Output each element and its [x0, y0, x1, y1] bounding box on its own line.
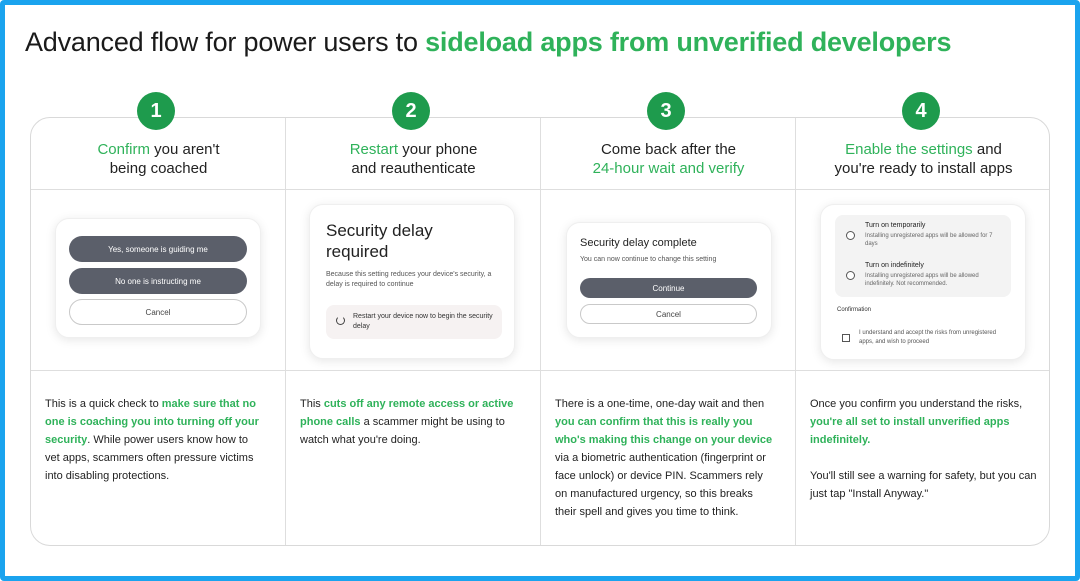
divider — [540, 118, 541, 545]
step-3-heading: Come back after the 24-hour wait and verify — [592, 141, 745, 177]
cancel-button[interactable]: Cancel — [580, 304, 757, 324]
dialog-body: You can now continue to change this setting — [580, 256, 717, 263]
option-temporarily-body: Installing unregistered apps will be allowed for 7 days — [865, 233, 993, 247]
option-indefinitely-title: Turn on indefinitely — [865, 262, 924, 269]
step-2-description: This cuts off any remote access or active phone calls a scammer might be using to watch what you're doing. — [300, 398, 514, 446]
divider — [285, 118, 286, 545]
title-prefix: Advanced flow for power users to — [25, 27, 426, 57]
restart-icon — [336, 316, 345, 325]
cancel-button[interactable]: Cancel — [69, 299, 247, 325]
step-1-description: This is a quick check to make sure that no one is coaching you into turning off your security. While power users know how to vet apps, scammers often pressure victims into disabling protections. — [45, 398, 259, 482]
coaching-check-dialog — [55, 218, 261, 338]
step-1-heading: Confirm you aren't being coached — [97, 141, 220, 177]
confirm-checkbox[interactable] — [842, 334, 850, 342]
security-delay-complete-dialog — [566, 222, 772, 338]
page-title — [25, 27, 951, 58]
steps-board — [30, 117, 1050, 546]
option-temporarily-title: Turn on temporarily — [865, 222, 926, 229]
confirmation-text: I understand and accept the risks from unregistered apps, and wish to proceed — [859, 330, 997, 345]
step-3-description: There is a one-time, one-day wait and then you can confirm that this is really you who's making this change on your device via a biometric authentication (fingerprint or face unlock) or device PIN. Scammers rely on manufactured urgency, so this breaks their spell and gives you time to think. — [555, 398, 773, 518]
option-indefinitely-body: Installing unregistered apps will be allowed indefinitely. Not recommended. — [865, 273, 979, 287]
continue-button[interactable]: Continue — [580, 278, 757, 298]
dialog-title: Security delay complete — [580, 237, 697, 249]
restart-device-action[interactable] — [326, 305, 502, 339]
step-4-heading: Enable the settings and you're ready to install apps — [834, 141, 1013, 177]
step-1-badge: 1 — [137, 92, 175, 130]
option-someone-guiding-button[interactable]: Yes, someone is guiding me — [69, 236, 247, 262]
step-2-heading: Restart your phone and reauthenticate — [349, 141, 478, 177]
radio-temporarily[interactable] — [846, 231, 855, 240]
confirmation-label: Confirmation — [837, 307, 872, 313]
step-3-badge: 3 — [647, 92, 685, 130]
step-4-description: Once you confirm you understand the risks, you're all set to install unverified apps indefinitely. You'll still see a warning for safety, but you can just tap "Install Anyway." — [810, 398, 1037, 500]
dialog-body: Because this setting reduces your device's security, a delay is required to continue — [326, 271, 492, 288]
radio-indefinitely[interactable] — [846, 271, 855, 280]
security-delay-dialog — [309, 204, 515, 359]
dialog-title: Security delay required — [326, 221, 433, 261]
step-2-badge: 2 — [392, 92, 430, 130]
option-no-one-instructing-button[interactable]: No one is instructing me — [69, 268, 247, 294]
restart-action-label: Restart your device now to begin the security delay — [353, 313, 493, 330]
install-settings-dialog — [820, 204, 1026, 360]
divider — [795, 118, 796, 545]
options-group — [835, 215, 1011, 297]
step-4-badge: 4 — [902, 92, 940, 130]
title-highlight: sideload apps from unverified developers — [425, 27, 952, 57]
